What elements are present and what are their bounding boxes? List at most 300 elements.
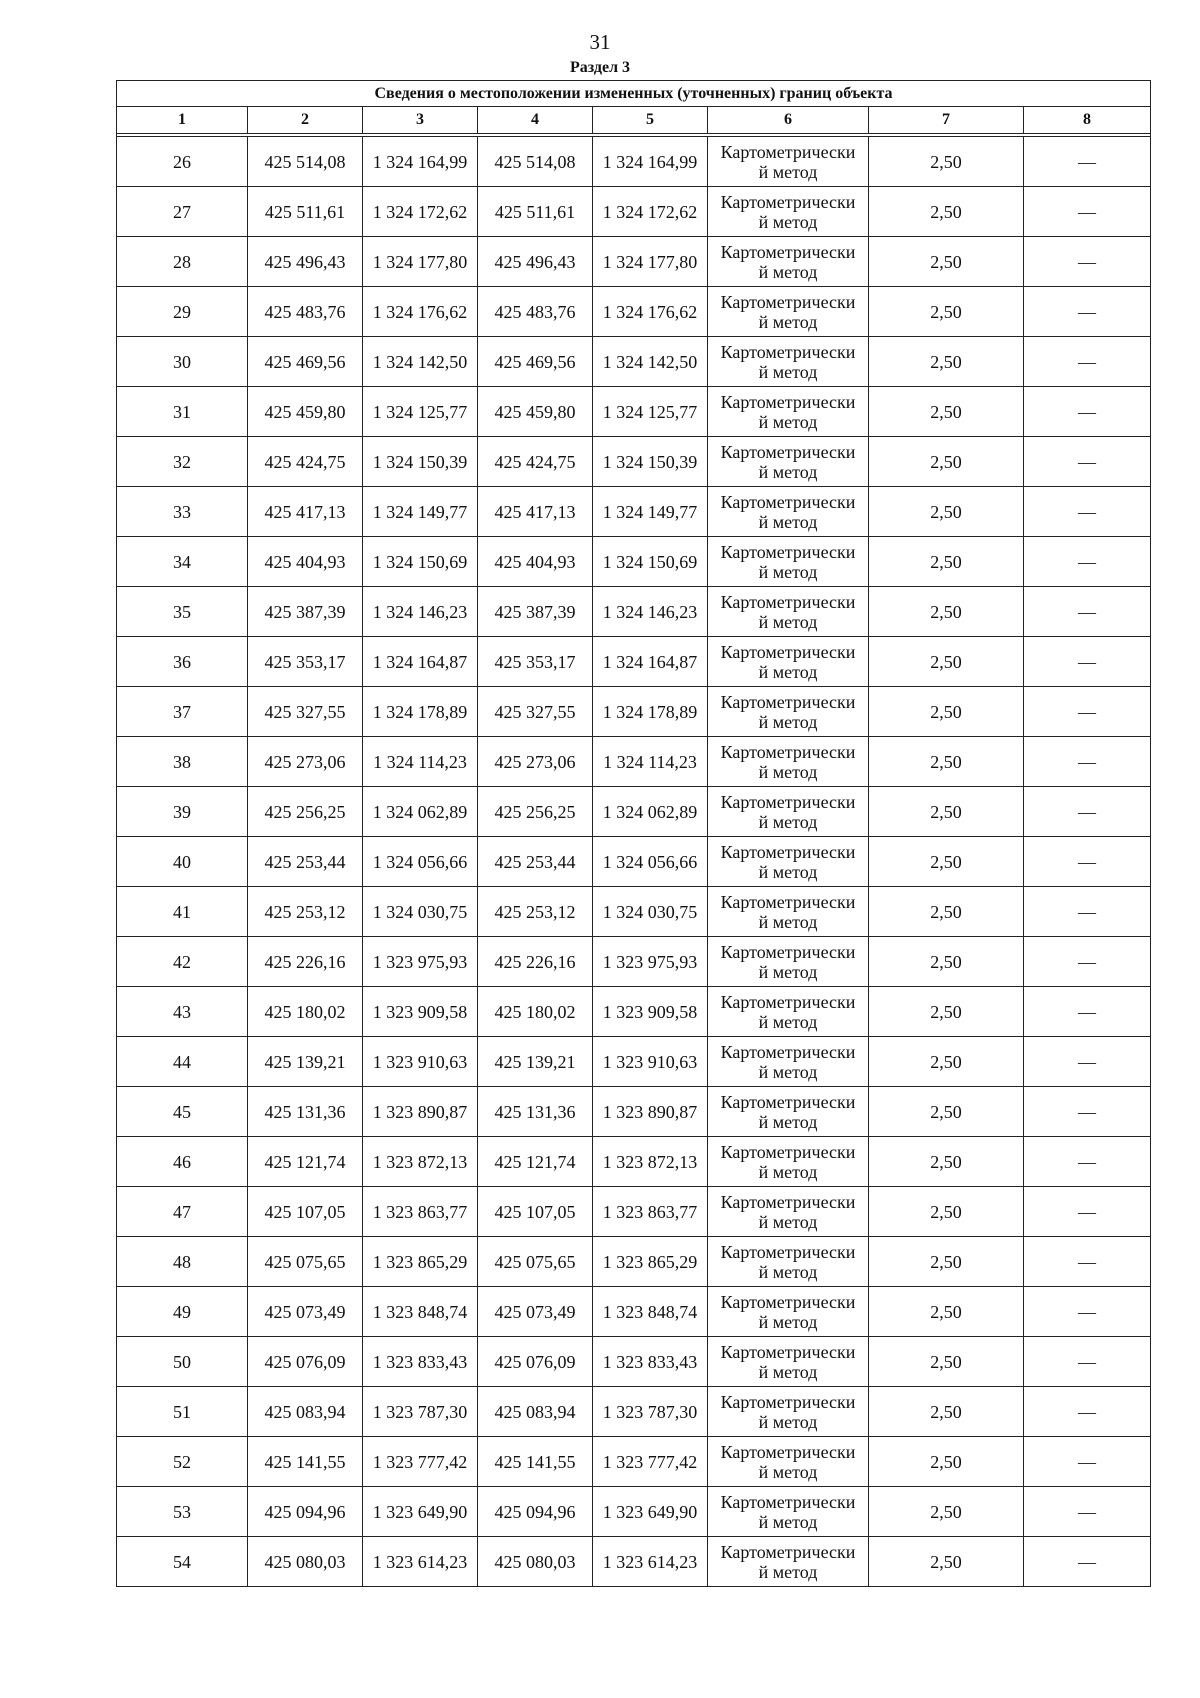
new-x-cell: 425 417,13 <box>478 487 593 537</box>
new-y-cell: 1 324 146,23 <box>593 587 708 637</box>
method-line: й метод <box>758 1311 818 1332</box>
point-number-cell: 32 <box>117 437 248 487</box>
table-row <box>117 237 1151 287</box>
existing-y-cell: 1 323 787,30 <box>363 1387 478 1437</box>
note-cell: — <box>1024 1537 1151 1587</box>
new-y-cell: 1 324 056,66 <box>593 837 708 887</box>
method-line: й метод <box>758 1111 818 1132</box>
existing-y-cell: 1 323 909,58 <box>363 987 478 1037</box>
table-row <box>117 1037 1151 1087</box>
table-header-row <box>117 107 1151 134</box>
new-y-cell: 1 324 114,23 <box>593 737 708 787</box>
new-x-cell: 425 121,74 <box>478 1137 593 1187</box>
accuracy-cell: 2,50 <box>869 537 1024 587</box>
new-x-cell: 425 075,65 <box>478 1237 593 1287</box>
accuracy-cell: 2,50 <box>869 1487 1024 1537</box>
existing-x-cell: 425 253,12 <box>248 887 363 937</box>
method-line: й метод <box>758 711 818 732</box>
method-line: Картометрически <box>720 1041 856 1062</box>
table-row <box>117 337 1151 387</box>
accuracy-cell: 2,50 <box>869 987 1024 1037</box>
column-header-5: 5 <box>593 107 708 134</box>
method-cell <box>708 787 869 837</box>
table-row <box>117 1387 1151 1437</box>
new-y-cell: 1 324 164,99 <box>593 137 708 187</box>
new-x-cell: 425 496,43 <box>478 237 593 287</box>
table-row <box>117 887 1151 937</box>
existing-x-cell: 425 469,56 <box>248 337 363 387</box>
table-row <box>117 837 1151 887</box>
note-cell: — <box>1024 1137 1151 1187</box>
new-y-cell: 1 324 062,89 <box>593 787 708 837</box>
method-line: й метод <box>758 861 818 882</box>
new-y-cell: 1 324 172,62 <box>593 187 708 237</box>
method-line: й метод <box>758 461 818 482</box>
method-line: Картометрически <box>720 941 856 962</box>
existing-y-cell: 1 324 125,77 <box>363 387 478 437</box>
new-y-cell: 1 324 125,77 <box>593 387 708 437</box>
table-row <box>117 387 1151 437</box>
existing-y-cell: 1 324 062,89 <box>363 787 478 837</box>
table-row <box>117 437 1151 487</box>
method-cell <box>708 1387 869 1437</box>
new-x-cell: 425 253,44 <box>478 837 593 887</box>
new-x-cell: 425 327,55 <box>478 687 593 737</box>
note-cell: — <box>1024 337 1151 387</box>
existing-x-cell: 425 404,93 <box>248 537 363 587</box>
note-cell: — <box>1024 937 1151 987</box>
point-number-cell: 36 <box>117 637 248 687</box>
note-cell: — <box>1024 887 1151 937</box>
method-line: Картометрически <box>720 1241 856 1262</box>
method-line: Картометрически <box>720 541 856 562</box>
new-y-cell: 1 323 777,42 <box>593 1437 708 1487</box>
new-y-cell: 1 323 910,63 <box>593 1037 708 1087</box>
point-number-cell: 50 <box>117 1337 248 1387</box>
new-y-cell: 1 324 030,75 <box>593 887 708 937</box>
method-line: Картометрически <box>720 1441 856 1462</box>
table-row <box>117 1337 1151 1387</box>
point-number-cell: 42 <box>117 937 248 987</box>
table-row <box>117 1437 1151 1487</box>
new-x-cell: 425 226,16 <box>478 937 593 987</box>
new-x-cell: 425 180,02 <box>478 987 593 1037</box>
existing-y-cell: 1 324 164,87 <box>363 637 478 687</box>
accuracy-cell: 2,50 <box>869 337 1024 387</box>
method-line: й метод <box>758 1361 818 1382</box>
method-line: й метод <box>758 1161 818 1182</box>
method-line: Картометрически <box>720 341 856 362</box>
accuracy-cell: 2,50 <box>869 1537 1024 1587</box>
point-number-cell: 28 <box>117 237 248 287</box>
accuracy-cell: 2,50 <box>869 487 1024 537</box>
new-y-cell: 1 324 177,80 <box>593 237 708 287</box>
note-cell: — <box>1024 1487 1151 1537</box>
new-x-cell: 425 469,56 <box>478 337 593 387</box>
table-row <box>117 687 1151 737</box>
method-line: й метод <box>758 561 818 582</box>
method-line: Картометрически <box>720 641 856 662</box>
point-number-cell: 41 <box>117 887 248 937</box>
note-cell: — <box>1024 587 1151 637</box>
accuracy-cell: 2,50 <box>869 1187 1024 1237</box>
method-cell <box>708 237 869 287</box>
new-x-cell: 425 253,12 <box>478 887 593 937</box>
existing-x-cell: 425 076,09 <box>248 1337 363 1387</box>
existing-y-cell: 1 324 142,50 <box>363 337 478 387</box>
point-number-cell: 54 <box>117 1537 248 1587</box>
table-caption-row <box>117 81 1151 107</box>
method-line: Картометрически <box>720 441 856 462</box>
method-line: й метод <box>758 261 818 282</box>
new-x-cell: 425 511,61 <box>478 187 593 237</box>
accuracy-cell: 2,50 <box>869 1287 1024 1337</box>
table-row <box>117 1537 1151 1587</box>
note-cell: — <box>1024 787 1151 837</box>
table-row <box>117 137 1151 187</box>
existing-x-cell: 425 226,16 <box>248 937 363 987</box>
method-line: Картометрически <box>720 1341 856 1362</box>
point-number-cell: 34 <box>117 537 248 587</box>
new-y-cell: 1 324 164,87 <box>593 637 708 687</box>
existing-y-cell: 1 324 150,69 <box>363 537 478 587</box>
method-cell <box>708 737 869 787</box>
method-line: Картометрически <box>720 391 856 412</box>
note-cell: — <box>1024 387 1151 437</box>
method-cell <box>708 937 869 987</box>
point-number-cell: 39 <box>117 787 248 837</box>
table-row <box>117 1287 1151 1337</box>
existing-x-cell: 425 424,75 <box>248 437 363 487</box>
method-cell <box>708 587 869 637</box>
method-line: Картометрически <box>720 591 856 612</box>
existing-y-cell: 1 324 114,23 <box>363 737 478 787</box>
existing-x-cell: 425 141,55 <box>248 1437 363 1487</box>
accuracy-cell: 2,50 <box>869 237 1024 287</box>
method-line: й метод <box>758 611 818 632</box>
point-number-cell: 26 <box>117 137 248 187</box>
method-line: Картометрически <box>720 1191 856 1212</box>
method-line: й метод <box>758 1011 818 1032</box>
new-x-cell: 425 459,80 <box>478 387 593 437</box>
accuracy-cell: 2,50 <box>869 1137 1024 1187</box>
column-header-2: 2 <box>248 107 363 134</box>
method-line: Картометрически <box>720 791 856 812</box>
existing-x-cell: 425 417,13 <box>248 487 363 537</box>
new-x-cell: 425 256,25 <box>478 787 593 837</box>
method-line: й метод <box>758 1061 818 1082</box>
accuracy-cell: 2,50 <box>869 937 1024 987</box>
existing-y-cell: 1 324 177,80 <box>363 237 478 287</box>
note-cell: — <box>1024 437 1151 487</box>
method-line: Картометрически <box>720 1541 856 1562</box>
method-cell <box>708 1537 869 1587</box>
accuracy-cell: 2,50 <box>869 287 1024 337</box>
method-cell <box>708 1137 869 1187</box>
existing-x-cell: 425 256,25 <box>248 787 363 837</box>
new-x-cell: 425 424,75 <box>478 437 593 487</box>
existing-y-cell: 1 323 649,90 <box>363 1487 478 1537</box>
existing-y-cell: 1 323 848,74 <box>363 1287 478 1337</box>
new-y-cell: 1 323 787,30 <box>593 1387 708 1437</box>
accuracy-cell: 2,50 <box>869 137 1024 187</box>
column-header-7: 7 <box>869 107 1024 134</box>
new-y-cell: 1 324 150,69 <box>593 537 708 587</box>
table-row <box>117 937 1151 987</box>
method-cell <box>708 287 869 337</box>
note-cell: — <box>1024 187 1151 237</box>
new-x-cell: 425 387,39 <box>478 587 593 637</box>
point-number-cell: 33 <box>117 487 248 537</box>
new-y-cell: 1 324 142,50 <box>593 337 708 387</box>
method-cell <box>708 487 869 537</box>
new-y-cell: 1 323 872,13 <box>593 1137 708 1187</box>
existing-x-cell: 425 459,80 <box>248 387 363 437</box>
accuracy-cell: 2,50 <box>869 437 1024 487</box>
table-row <box>117 487 1151 537</box>
column-header-6: 6 <box>708 107 869 134</box>
boundary-coordinates-table <box>116 80 1151 1587</box>
point-number-cell: 37 <box>117 687 248 737</box>
existing-x-cell: 425 083,94 <box>248 1387 363 1437</box>
accuracy-cell: 2,50 <box>869 837 1024 887</box>
point-number-cell: 31 <box>117 387 248 437</box>
method-cell <box>708 837 869 887</box>
existing-y-cell: 1 324 149,77 <box>363 487 478 537</box>
new-y-cell: 1 324 176,62 <box>593 287 708 337</box>
existing-y-cell: 1 323 863,77 <box>363 1187 478 1237</box>
table-row <box>117 1237 1151 1287</box>
accuracy-cell: 2,50 <box>869 1337 1024 1387</box>
new-x-cell: 425 083,94 <box>478 1387 593 1437</box>
existing-x-cell: 425 353,17 <box>248 637 363 687</box>
point-number-cell: 47 <box>117 1187 248 1237</box>
accuracy-cell: 2,50 <box>869 737 1024 787</box>
existing-x-cell: 425 180,02 <box>248 987 363 1037</box>
new-x-cell: 425 353,17 <box>478 637 593 687</box>
column-header-3: 3 <box>363 107 478 134</box>
method-cell <box>708 1487 869 1537</box>
accuracy-cell: 2,50 <box>869 787 1024 837</box>
method-cell <box>708 1437 869 1487</box>
method-cell <box>708 1037 869 1087</box>
note-cell: — <box>1024 137 1151 187</box>
point-number-cell: 52 <box>117 1437 248 1487</box>
point-number-cell: 27 <box>117 187 248 237</box>
new-x-cell: 425 107,05 <box>478 1187 593 1237</box>
new-x-cell: 425 404,93 <box>478 537 593 587</box>
note-cell: — <box>1024 1237 1151 1287</box>
method-line: Картометрически <box>720 1091 856 1112</box>
existing-x-cell: 425 327,55 <box>248 687 363 737</box>
existing-y-cell: 1 324 164,99 <box>363 137 478 187</box>
existing-x-cell: 425 107,05 <box>248 1187 363 1237</box>
point-number-cell: 53 <box>117 1487 248 1537</box>
note-cell: — <box>1024 1087 1151 1137</box>
method-cell <box>708 987 869 1037</box>
accuracy-cell: 2,50 <box>869 887 1024 937</box>
table-row <box>117 1087 1151 1137</box>
existing-x-cell: 425 080,03 <box>248 1537 363 1587</box>
accuracy-cell: 2,50 <box>869 1437 1024 1487</box>
point-number-cell: 43 <box>117 987 248 1037</box>
note-cell: — <box>1024 1037 1151 1087</box>
accuracy-cell: 2,50 <box>869 687 1024 737</box>
column-header-4: 4 <box>478 107 593 134</box>
method-cell <box>708 1237 869 1287</box>
method-cell <box>708 337 869 387</box>
existing-x-cell: 425 094,96 <box>248 1487 363 1537</box>
table-row <box>117 1137 1151 1187</box>
note-cell: — <box>1024 1437 1151 1487</box>
new-x-cell: 425 073,49 <box>478 1287 593 1337</box>
new-y-cell: 1 323 863,77 <box>593 1187 708 1237</box>
method-line: й метод <box>758 1561 818 1582</box>
method-cell <box>708 387 869 437</box>
method-cell <box>708 687 869 737</box>
table-row <box>117 1487 1151 1537</box>
table-row <box>117 537 1151 587</box>
method-cell <box>708 1337 869 1387</box>
accuracy-cell: 2,50 <box>869 387 1024 437</box>
method-line: й метод <box>758 211 818 232</box>
point-number-cell: 29 <box>117 287 248 337</box>
note-cell: — <box>1024 1287 1151 1337</box>
method-line: Картометрически <box>720 991 856 1012</box>
existing-y-cell: 1 323 890,87 <box>363 1087 478 1137</box>
existing-y-cell: 1 324 150,39 <box>363 437 478 487</box>
existing-y-cell: 1 323 865,29 <box>363 1237 478 1287</box>
accuracy-cell: 2,50 <box>869 187 1024 237</box>
page-number: 31 <box>589 30 611 54</box>
method-line: Картометрически <box>720 141 856 162</box>
existing-x-cell: 425 131,36 <box>248 1087 363 1137</box>
table-row <box>117 587 1151 637</box>
table-row <box>117 287 1151 337</box>
new-y-cell: 1 324 178,89 <box>593 687 708 737</box>
existing-y-cell: 1 323 910,63 <box>363 1037 478 1087</box>
method-line: й метод <box>758 1461 818 1482</box>
new-y-cell: 1 323 865,29 <box>593 1237 708 1287</box>
new-y-cell: 1 324 149,77 <box>593 487 708 537</box>
method-cell <box>708 1287 869 1337</box>
existing-x-cell: 425 073,49 <box>248 1287 363 1337</box>
existing-y-cell: 1 323 777,42 <box>363 1437 478 1487</box>
method-cell <box>708 187 869 237</box>
method-line: й метод <box>758 161 818 182</box>
method-line: Картометрически <box>720 191 856 212</box>
note-cell: — <box>1024 487 1151 537</box>
new-x-cell: 425 131,36 <box>478 1087 593 1137</box>
existing-x-cell: 425 514,08 <box>248 137 363 187</box>
existing-x-cell: 425 387,39 <box>248 587 363 637</box>
new-x-cell: 425 080,03 <box>478 1537 593 1587</box>
method-cell <box>708 1187 869 1237</box>
method-line: й метод <box>758 361 818 382</box>
method-line: Картометрически <box>720 841 856 862</box>
accuracy-cell: 2,50 <box>869 1387 1024 1437</box>
new-y-cell: 1 324 150,39 <box>593 437 708 487</box>
method-line: Картометрически <box>720 241 856 262</box>
note-cell: — <box>1024 537 1151 587</box>
existing-y-cell: 1 324 030,75 <box>363 887 478 937</box>
table-row <box>117 1187 1151 1237</box>
new-y-cell: 1 323 890,87 <box>593 1087 708 1137</box>
new-x-cell: 425 273,06 <box>478 737 593 787</box>
method-line: й метод <box>758 911 818 932</box>
existing-y-cell: 1 324 172,62 <box>363 187 478 237</box>
existing-x-cell: 425 075,65 <box>248 1237 363 1287</box>
existing-x-cell: 425 121,74 <box>248 1137 363 1187</box>
method-line: й метод <box>758 1511 818 1532</box>
method-cell <box>708 537 869 587</box>
section-title: Раздел 3 <box>569 59 631 76</box>
point-number-cell: 30 <box>117 337 248 387</box>
column-header-1: 1 <box>117 107 248 134</box>
method-line: Картометрически <box>720 291 856 312</box>
point-number-cell: 40 <box>117 837 248 887</box>
method-cell <box>708 637 869 687</box>
point-number-cell: 46 <box>117 1137 248 1187</box>
existing-y-cell: 1 323 833,43 <box>363 1337 478 1387</box>
accuracy-cell: 2,50 <box>869 1237 1024 1287</box>
method-line: Картометрически <box>720 491 856 512</box>
note-cell: — <box>1024 237 1151 287</box>
existing-x-cell: 425 273,06 <box>248 737 363 787</box>
new-y-cell: 1 323 833,43 <box>593 1337 708 1387</box>
note-cell: — <box>1024 987 1151 1037</box>
table-row <box>117 737 1151 787</box>
existing-x-cell: 425 253,44 <box>248 837 363 887</box>
existing-y-cell: 1 324 178,89 <box>363 687 478 737</box>
existing-y-cell: 1 323 614,23 <box>363 1537 478 1587</box>
point-number-cell: 51 <box>117 1387 248 1437</box>
existing-x-cell: 425 139,21 <box>248 1037 363 1087</box>
existing-x-cell: 425 511,61 <box>248 187 363 237</box>
new-x-cell: 425 141,55 <box>478 1437 593 1487</box>
new-x-cell: 425 514,08 <box>478 137 593 187</box>
accuracy-cell: 2,50 <box>869 1087 1024 1137</box>
table-body <box>117 134 1151 1587</box>
existing-y-cell: 1 324 176,62 <box>363 287 478 337</box>
note-cell: — <box>1024 737 1151 787</box>
table-row <box>117 987 1151 1037</box>
method-cell <box>708 887 869 937</box>
new-y-cell: 1 323 975,93 <box>593 937 708 987</box>
existing-x-cell: 425 496,43 <box>248 237 363 287</box>
existing-y-cell: 1 323 975,93 <box>363 937 478 987</box>
existing-y-cell: 1 324 056,66 <box>363 837 478 887</box>
existing-x-cell: 425 483,76 <box>248 287 363 337</box>
method-line: й метод <box>758 1261 818 1282</box>
method-line: й метод <box>758 1411 818 1432</box>
accuracy-cell: 2,50 <box>869 637 1024 687</box>
method-line: й метод <box>758 811 818 832</box>
note-cell: — <box>1024 287 1151 337</box>
new-x-cell: 425 076,09 <box>478 1337 593 1387</box>
note-cell: — <box>1024 637 1151 687</box>
method-cell <box>708 137 869 187</box>
new-y-cell: 1 323 848,74 <box>593 1287 708 1337</box>
table-row <box>117 637 1151 687</box>
method-line: й метод <box>758 411 818 432</box>
method-line: Картометрически <box>720 891 856 912</box>
note-cell: — <box>1024 1387 1151 1437</box>
method-line: й метод <box>758 661 818 682</box>
point-number-cell: 49 <box>117 1287 248 1337</box>
new-y-cell: 1 323 614,23 <box>593 1537 708 1587</box>
existing-y-cell: 1 324 146,23 <box>363 587 478 637</box>
